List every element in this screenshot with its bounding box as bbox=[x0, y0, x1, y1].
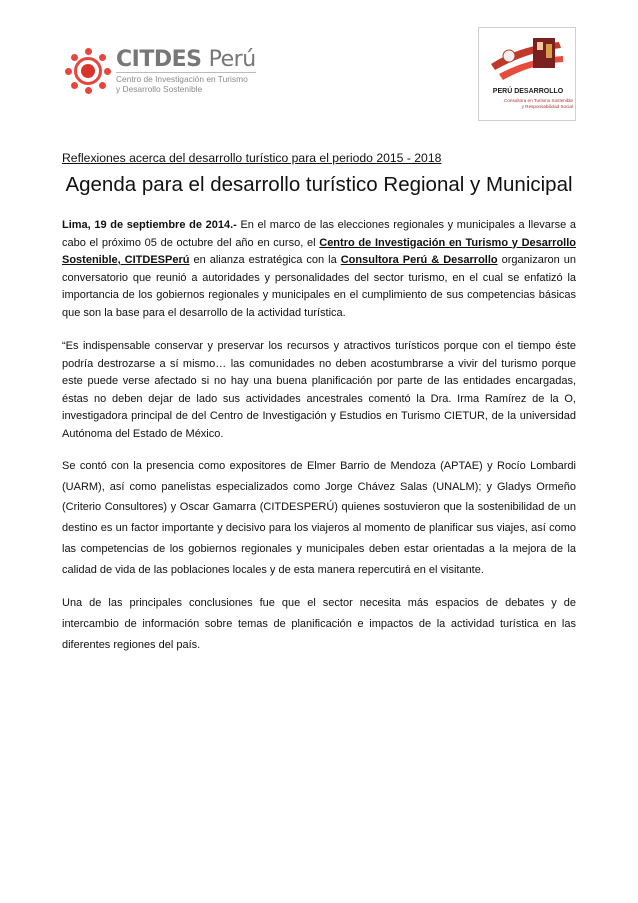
citdes-brand: CITDES bbox=[116, 47, 202, 72]
peru-desarrollo-tagline-line2: y Responsabilidad Social bbox=[521, 103, 573, 109]
citdes-tagline-line1: Centro de Investigación en Turismo bbox=[116, 74, 248, 84]
paragraph-3: Se contó con la presencia como expositores de Elmer Barrio de Mendoza (APTAE) y Rocío Lombardi (UARM), así como panelistas especializados como Jorge Chávez Salas (UNALM); y Gladys Ormeño (Criterio Consultores) y Oscar Gamarra (CITDESPERÚ) quienes sostuvieron que la sostenibilidad de un destino es un factor importante y decisivo para los viajeros al momento de planificar sus viajes, así como las competencias de los gobiernos regionales y municipales deben estar orientadas a la mejora de la calidad de vida de las poblaciones locales y de esta manera repercutirá en el visitante. bbox=[62, 460, 576, 576]
consultora-org-link: Consultora Perú & Desarrollo bbox=[340, 254, 498, 266]
peru-desarrollo-tagline-line1: Consultora en Turismo Sostenible bbox=[504, 98, 573, 103]
citdes-org-link: Centro de Investigación en Turismo y Desarrollo Sostenible, CITDESPerú bbox=[62, 236, 576, 266]
citdes-logo-text bbox=[116, 48, 256, 94]
document-body bbox=[62, 150, 576, 655]
peru-desarrollo-tagline bbox=[483, 98, 573, 109]
sun-emblem-icon bbox=[66, 49, 110, 93]
document-subtitle: Reflexiones acerca del desarrollo turístico para el periodo 2015 - 2018 bbox=[62, 151, 442, 165]
dateline: Lima, 19 de septiembre de 2014.- bbox=[62, 219, 237, 231]
paragraph-2: “Es indispensable conservar y preservar los recursos y atractivos turísticos porque con el tiempo éste podría destrozarse a sí mismo… las comunidades no deben acostumbrarse a vivir del turismo porque este puede verse afectado si no hay una buena planificación por parte de las entidades encargadas, éstas no deben dejar de lado sus actividades ancestrales comentó la Dra. Irma Ramírez de la O, investigadora principal de del Centro de Investigación y Estudios en Turismo CIETUR, de la universidad Autónoma del Estado de México. bbox=[62, 340, 576, 440]
citdes-country: Perú bbox=[208, 47, 256, 72]
citdes-logo-title bbox=[116, 48, 256, 72]
peru-desarrollo-logo bbox=[478, 27, 576, 121]
citdes-tagline bbox=[116, 72, 256, 94]
peru-desarrollo-emblem-icon bbox=[489, 34, 567, 84]
document-title: Agenda para el desarrollo turístico Regional y Municipal bbox=[65, 173, 573, 196]
paragraph-1-text-c: organizaron un conversatorio que reunió a autoridades y personalidades del sector turismo, en el cual se enfatizó la importancia de los gobiernos regionales y municipales en el cumplimiento de sus competencias básicas que son la base para el desarrollo de la actividad turística. bbox=[62, 254, 576, 319]
paragraph-1-text-b: en alianza estratégica con la bbox=[189, 254, 341, 266]
paragraph-4: Una de las principales conclusiones fue que el sector necesita más espacios de debates y de intercambio de información sobre temas de planificación e impactos de la actividad turística en las diferentes regiones del país. bbox=[62, 597, 576, 651]
citdes-tagline-line2: y Desarrollo Sostenible bbox=[116, 84, 203, 94]
peru-desarrollo-name: PERÚ DESARROLLO bbox=[492, 88, 564, 95]
citdes-logo bbox=[66, 43, 256, 99]
paragraph-1-text-a: En el marco de las elecciones regionales y municipales a llevarse a cabo el próximo 05 de octubre del año en curso, el bbox=[62, 219, 576, 249]
paragraph-1 bbox=[62, 217, 576, 322]
